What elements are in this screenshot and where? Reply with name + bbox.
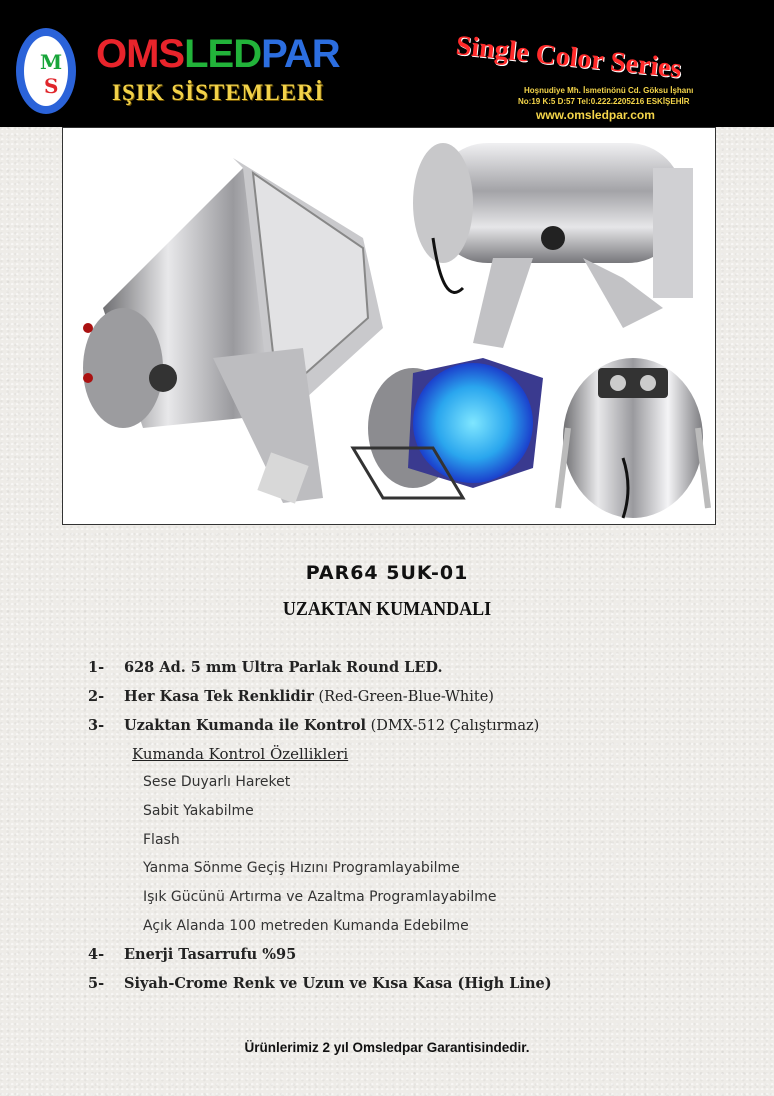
feature-bold-text: Her Kasa Tek Renklidir [124, 688, 314, 705]
feature-note: (Red-Green-Blue-White) [313, 689, 494, 705]
website-link[interactable]: www.omsledpar.com [536, 108, 655, 122]
feature-text [124, 946, 296, 963]
feature-bold-text: Enerji Tasarrufu %95 [124, 946, 297, 963]
product-photos-illustration [63, 128, 716, 525]
remote-feature-item: Yanma Sönme Geçiş Hızını Programlayabilme [143, 860, 460, 876]
address-line-1: Hoşnudiye Mh. İsmetinönü Cd. Göksu İşhanı [524, 86, 694, 95]
feature-note: (DMX-512 Çalıştırmaz) [366, 718, 540, 734]
product-model: PAR64 5UK-01 [305, 562, 469, 584]
feature-bold-text: Uzaktan Kumanda ile Kontrol [124, 717, 366, 734]
series-title: Single Color Series [454, 30, 684, 85]
feature-number: 3- [88, 717, 105, 734]
logo-letter-m: M [40, 50, 63, 74]
feature-bold-text: 628 Ad. 5 mm Ultra Parlak Round LED. [124, 659, 443, 676]
header-banner [0, 0, 774, 127]
feature-text [124, 975, 552, 992]
feature-bold-text: Siyah-Crome Renk ve Uzun ve Kısa Kasa (High Line) [124, 975, 552, 992]
remote-feature-item: Sese Duyarlı Hareket [143, 774, 291, 790]
brand-name [96, 30, 340, 78]
remote-feature-item: Flash [143, 832, 180, 848]
fixture-side-photo [413, 143, 693, 348]
feature-text [124, 659, 443, 676]
brand-logo [16, 28, 76, 114]
logo-letter-s: S [44, 74, 59, 98]
remote-features-heading: Kumanda Kontrol Özellikleri [132, 745, 349, 763]
fixture-back-panel-photo [558, 358, 708, 518]
product-photo-collage [62, 127, 716, 525]
brand-name-led: LED [184, 32, 262, 76]
product-title: UZAKTAN KUMANDALI [282, 598, 492, 620]
feature-text [124, 688, 494, 705]
warranty-note: Ürünlerimiz 2 yıl Omsledpar Garantisindedir. [244, 1040, 530, 1055]
address-line-2: No:19 K:5 D:57 Tel:0.222.2205216 ESKİŞEHİR [518, 97, 690, 106]
fixture-blue-led-photo [353, 358, 543, 498]
remote-feature-item: Sabit Yakabilme [143, 803, 254, 819]
feature-number: 4- [88, 946, 105, 963]
feature-number: 1- [88, 659, 105, 676]
brand-name-oms: OMS [96, 32, 185, 76]
feature-number: 2- [88, 688, 105, 705]
remote-feature-item: Açık Alanda 100 metreden Kumanda Edebilme [143, 918, 469, 934]
brand-name-par: PAR [261, 32, 340, 76]
brand-subtitle: IŞIK SİSTEMLERİ [112, 80, 325, 105]
remote-feature-item: Işık Gücünü Artırma ve Azaltma Programlayabilme [143, 889, 497, 905]
feature-text [124, 717, 539, 734]
feature-number: 5- [88, 975, 105, 992]
fixture-large-photo [83, 158, 383, 504]
